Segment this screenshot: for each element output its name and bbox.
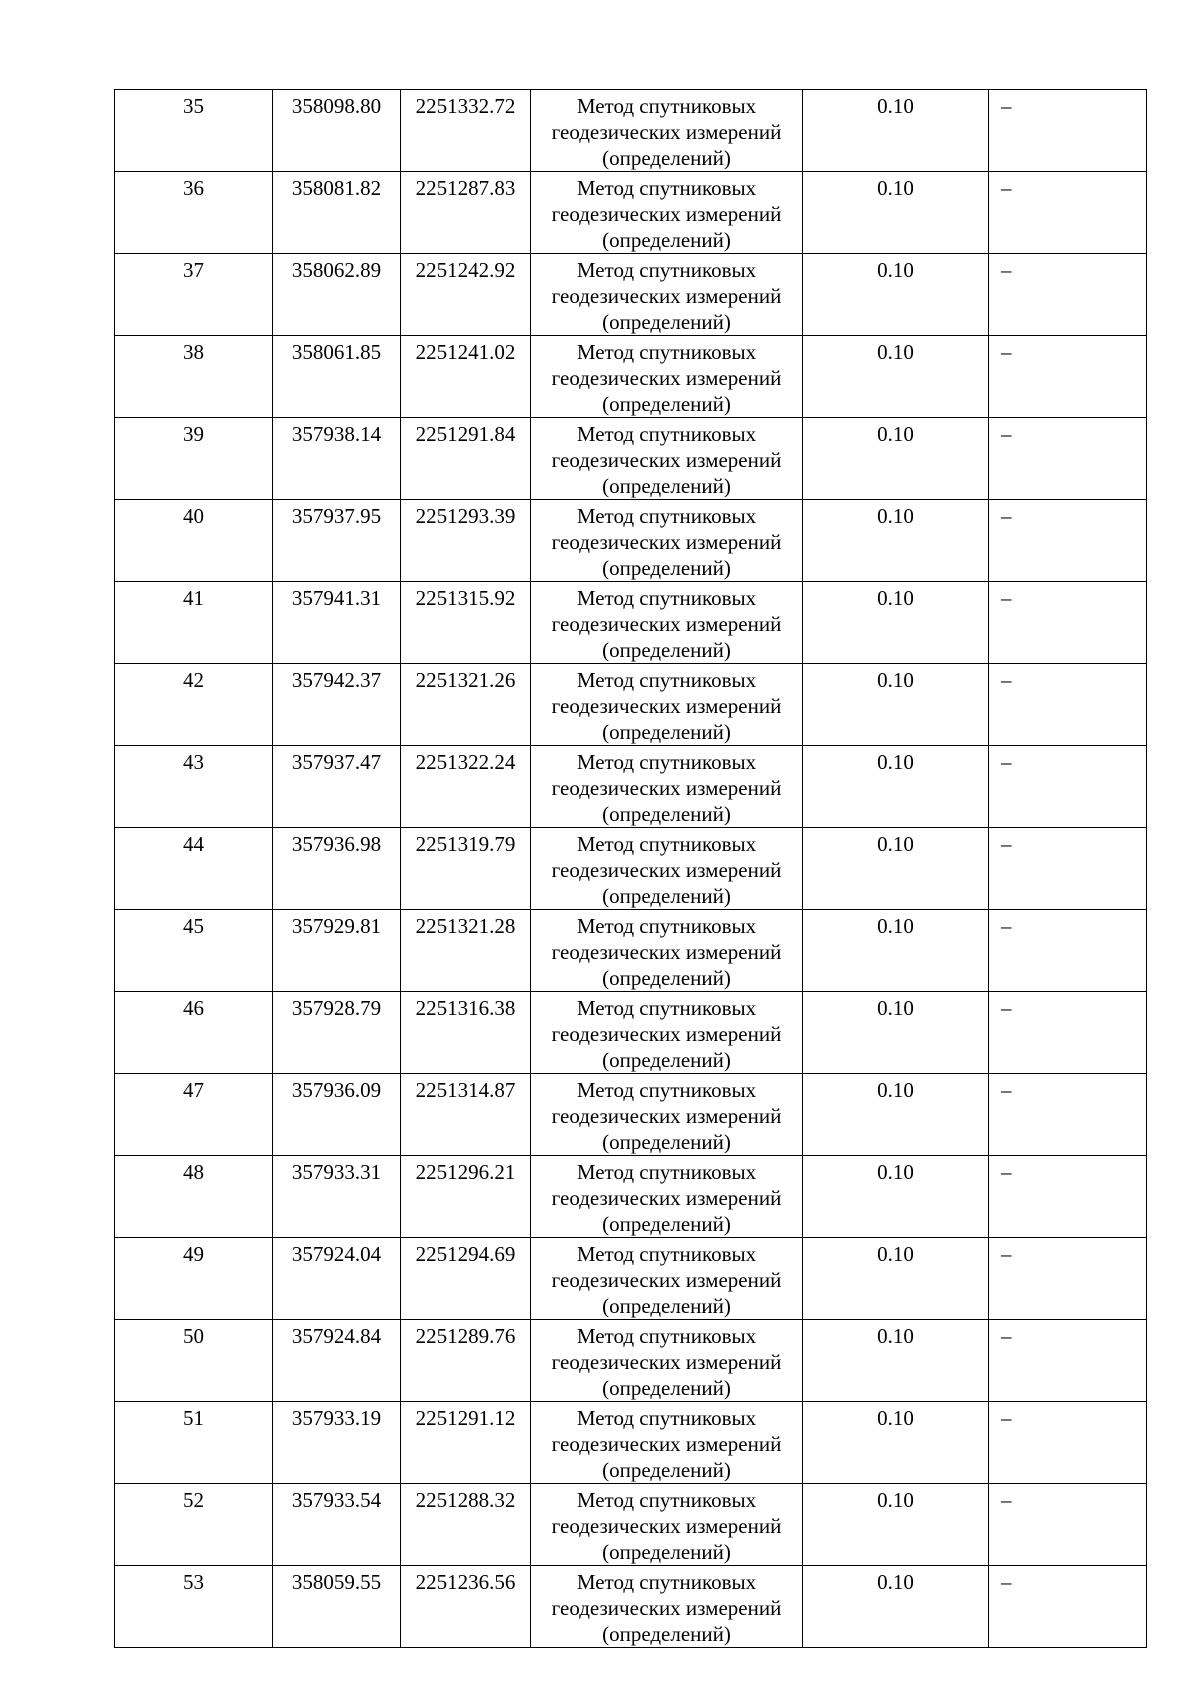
y-coordinate-cell: 2251315.92: [401, 582, 531, 664]
accuracy-cell: 0.10: [803, 1074, 989, 1156]
method-cell: [531, 1320, 803, 1402]
method-cell: [531, 1074, 803, 1156]
x-coordinate-cell: 357937.95: [273, 500, 401, 582]
x-coordinate-cell: 357929.81: [273, 910, 401, 992]
note-cell: –: [989, 1074, 1147, 1156]
method-cell: [531, 828, 803, 910]
method-line: (определений): [602, 802, 731, 826]
x-coordinate-cell: 357933.31: [273, 1156, 401, 1238]
x-coordinate-cell: 358098.80: [273, 90, 401, 172]
table-row: [115, 828, 1147, 910]
x-coordinate-cell: 358059.55: [273, 1566, 401, 1648]
point-number-cell: 35: [115, 90, 273, 172]
x-coordinate-cell: 357928.79: [273, 992, 401, 1074]
accuracy-cell: 0.10: [803, 1566, 989, 1648]
point-number-cell: 49: [115, 1238, 273, 1320]
accuracy-cell: 0.10: [803, 1238, 989, 1320]
accuracy-cell: 0.10: [803, 1484, 989, 1566]
note-cell: –: [989, 1402, 1147, 1484]
point-number-cell: 47: [115, 1074, 273, 1156]
method-line: геодезических измерений: [551, 1268, 782, 1292]
method-line: Метод спутниковых: [576, 422, 757, 446]
method-line: Метод спутниковых: [576, 1406, 757, 1430]
x-coordinate-cell: 357937.47: [273, 746, 401, 828]
accuracy-cell: 0.10: [803, 1156, 989, 1238]
method-line: Метод спутниковых: [576, 914, 757, 938]
table-row: [115, 1238, 1147, 1320]
y-coordinate-cell: 2251236.56: [401, 1566, 531, 1648]
accuracy-cell: 0.10: [803, 910, 989, 992]
method-line: геодезических измерений: [551, 858, 782, 882]
method-line: Метод спутниковых: [576, 1488, 757, 1512]
method-line: Метод спутниковых: [576, 750, 757, 774]
x-coordinate-cell: 357938.14: [273, 418, 401, 500]
point-number-cell: 44: [115, 828, 273, 910]
method-line: Метод спутниковых: [576, 996, 757, 1020]
method-line: (определений): [602, 966, 731, 990]
x-coordinate-cell: 357942.37: [273, 664, 401, 746]
method-line: геодезических измерений: [551, 1514, 782, 1538]
method-line: геодезических измерений: [551, 612, 782, 636]
table-row: [115, 910, 1147, 992]
y-coordinate-cell: 2251287.83: [401, 172, 531, 254]
method-line: (определений): [602, 1048, 731, 1072]
y-coordinate-cell: 2251242.92: [401, 254, 531, 336]
method-line: Метод спутниковых: [576, 504, 757, 528]
method-line: (определений): [602, 720, 731, 744]
method-line: (определений): [602, 1130, 731, 1154]
table-row: [115, 172, 1147, 254]
note-cell: –: [989, 172, 1147, 254]
method-line: (определений): [602, 228, 731, 252]
note-cell: –: [989, 910, 1147, 992]
x-coordinate-cell: 357933.19: [273, 1402, 401, 1484]
accuracy-cell: 0.10: [803, 172, 989, 254]
method-line: (определений): [602, 146, 731, 170]
method-line: геодезических измерений: [551, 694, 782, 718]
table-row: [115, 336, 1147, 418]
y-coordinate-cell: 2251321.28: [401, 910, 531, 992]
method-line: (определений): [602, 1622, 731, 1646]
table-row: [115, 582, 1147, 664]
point-number-cell: 40: [115, 500, 273, 582]
accuracy-cell: 0.10: [803, 664, 989, 746]
point-number-cell: 46: [115, 992, 273, 1074]
y-coordinate-cell: 2251296.21: [401, 1156, 531, 1238]
y-coordinate-cell: 2251291.84: [401, 418, 531, 500]
table-row: [115, 1484, 1147, 1566]
note-cell: –: [989, 1238, 1147, 1320]
method-line: Метод спутниковых: [576, 340, 757, 364]
accuracy-cell: 0.10: [803, 992, 989, 1074]
note-cell: –: [989, 664, 1147, 746]
accuracy-cell: 0.10: [803, 1402, 989, 1484]
method-line: Метод спутниковых: [576, 1078, 757, 1102]
method-line: Метод спутниковых: [576, 1324, 757, 1348]
method-line: геодезических измерений: [551, 1432, 782, 1456]
y-coordinate-cell: 2251319.79: [401, 828, 531, 910]
accuracy-cell: 0.10: [803, 746, 989, 828]
method-line: геодезических измерений: [551, 1350, 782, 1374]
method-line: (определений): [602, 474, 731, 498]
method-line: геодезических измерений: [551, 202, 782, 226]
point-number-cell: 53: [115, 1566, 273, 1648]
method-line: Метод спутниковых: [576, 176, 757, 200]
x-coordinate-cell: 358061.85: [273, 336, 401, 418]
note-cell: –: [989, 90, 1147, 172]
accuracy-cell: 0.10: [803, 1320, 989, 1402]
x-coordinate-cell: 358062.89: [273, 254, 401, 336]
accuracy-cell: 0.10: [803, 500, 989, 582]
x-coordinate-cell: 357933.54: [273, 1484, 401, 1566]
point-number-cell: 38: [115, 336, 273, 418]
method-line: Метод спутниковых: [576, 1160, 757, 1184]
note-cell: –: [989, 254, 1147, 336]
method-cell: [531, 90, 803, 172]
y-coordinate-cell: 2251293.39: [401, 500, 531, 582]
method-line: геодезических измерений: [551, 530, 782, 554]
x-coordinate-cell: 357924.84: [273, 1320, 401, 1402]
method-line: геодезических измерений: [551, 1596, 782, 1620]
method-line: (определений): [602, 1458, 731, 1482]
y-coordinate-cell: 2251322.24: [401, 746, 531, 828]
x-coordinate-cell: 357936.09: [273, 1074, 401, 1156]
method-cell: [531, 1402, 803, 1484]
method-line: Метод спутниковых: [576, 258, 757, 282]
table-row: [115, 746, 1147, 828]
method-line: геодезических измерений: [551, 366, 782, 390]
method-cell: [531, 582, 803, 664]
method-cell: [531, 1238, 803, 1320]
point-number-cell: 36: [115, 172, 273, 254]
table-row: [115, 1074, 1147, 1156]
x-coordinate-cell: 357941.31: [273, 582, 401, 664]
point-number-cell: 51: [115, 1402, 273, 1484]
method-line: (определений): [602, 310, 731, 334]
method-cell: [531, 992, 803, 1074]
note-cell: –: [989, 1156, 1147, 1238]
method-cell: [531, 172, 803, 254]
table-row: [115, 664, 1147, 746]
point-number-cell: 39: [115, 418, 273, 500]
method-cell: [531, 1566, 803, 1648]
accuracy-cell: 0.10: [803, 828, 989, 910]
method-line: геодезических измерений: [551, 1104, 782, 1128]
method-line: (определений): [602, 1294, 731, 1318]
y-coordinate-cell: 2251289.76: [401, 1320, 531, 1402]
note-cell: –: [989, 1566, 1147, 1648]
method-line: (определений): [602, 884, 731, 908]
table-row: [115, 418, 1147, 500]
table-row: [115, 1566, 1147, 1648]
point-number-cell: 41: [115, 582, 273, 664]
method-line: Метод спутниковых: [576, 668, 757, 692]
table-row: [115, 500, 1147, 582]
method-cell: [531, 254, 803, 336]
method-line: Метод спутниковых: [576, 586, 757, 610]
note-cell: –: [989, 418, 1147, 500]
method-line: геодезических измерений: [551, 1186, 782, 1210]
method-line: геодезических измерений: [551, 940, 782, 964]
method-line: (определений): [602, 1212, 731, 1236]
y-coordinate-cell: 2251288.32: [401, 1484, 531, 1566]
table-row: [115, 1402, 1147, 1484]
accuracy-cell: 0.10: [803, 254, 989, 336]
point-number-cell: 37: [115, 254, 273, 336]
method-line: (определений): [602, 392, 731, 416]
note-cell: –: [989, 828, 1147, 910]
method-cell: [531, 746, 803, 828]
table-row: [115, 1320, 1147, 1402]
accuracy-cell: 0.10: [803, 336, 989, 418]
method-cell: [531, 336, 803, 418]
method-line: геодезических измерений: [551, 120, 782, 144]
method-line: (определений): [602, 556, 731, 580]
note-cell: –: [989, 992, 1147, 1074]
coordinates-table-body: [115, 90, 1147, 1648]
y-coordinate-cell: 2251321.26: [401, 664, 531, 746]
note-cell: –: [989, 1320, 1147, 1402]
y-coordinate-cell: 2251316.38: [401, 992, 531, 1074]
method-cell: [531, 910, 803, 992]
table-row: [115, 254, 1147, 336]
x-coordinate-cell: 358081.82: [273, 172, 401, 254]
method-line: (определений): [602, 638, 731, 662]
y-coordinate-cell: 2251241.02: [401, 336, 531, 418]
method-line: Метод спутниковых: [576, 94, 757, 118]
table-row: [115, 1156, 1147, 1238]
point-number-cell: 52: [115, 1484, 273, 1566]
method-line: Метод спутниковых: [576, 1242, 757, 1266]
table-row: [115, 992, 1147, 1074]
method-line: геодезических измерений: [551, 776, 782, 800]
accuracy-cell: 0.10: [803, 582, 989, 664]
method-cell: [531, 1484, 803, 1566]
note-cell: –: [989, 746, 1147, 828]
y-coordinate-cell: 2251291.12: [401, 1402, 531, 1484]
point-number-cell: 42: [115, 664, 273, 746]
note-cell: –: [989, 582, 1147, 664]
coordinates-table: [114, 89, 1147, 1648]
method-cell: [531, 664, 803, 746]
method-cell: [531, 500, 803, 582]
method-line: геодезических измерений: [551, 284, 782, 308]
y-coordinate-cell: 2251332.72: [401, 90, 531, 172]
x-coordinate-cell: 357924.04: [273, 1238, 401, 1320]
method-line: Метод спутниковых: [576, 1570, 757, 1594]
table-row: [115, 90, 1147, 172]
note-cell: –: [989, 1484, 1147, 1566]
point-number-cell: 48: [115, 1156, 273, 1238]
x-coordinate-cell: 357936.98: [273, 828, 401, 910]
point-number-cell: 43: [115, 746, 273, 828]
accuracy-cell: 0.10: [803, 418, 989, 500]
y-coordinate-cell: 2251314.87: [401, 1074, 531, 1156]
method-line: геодезических измерений: [551, 1022, 782, 1046]
point-number-cell: 45: [115, 910, 273, 992]
note-cell: –: [989, 336, 1147, 418]
method-line: Метод спутниковых: [576, 832, 757, 856]
method-line: геодезических измерений: [551, 448, 782, 472]
point-number-cell: 50: [115, 1320, 273, 1402]
note-cell: –: [989, 500, 1147, 582]
accuracy-cell: 0.10: [803, 90, 989, 172]
method-line: (определений): [602, 1376, 731, 1400]
y-coordinate-cell: 2251294.69: [401, 1238, 531, 1320]
method-line: (определений): [602, 1540, 731, 1564]
method-cell: [531, 1156, 803, 1238]
method-cell: [531, 418, 803, 500]
